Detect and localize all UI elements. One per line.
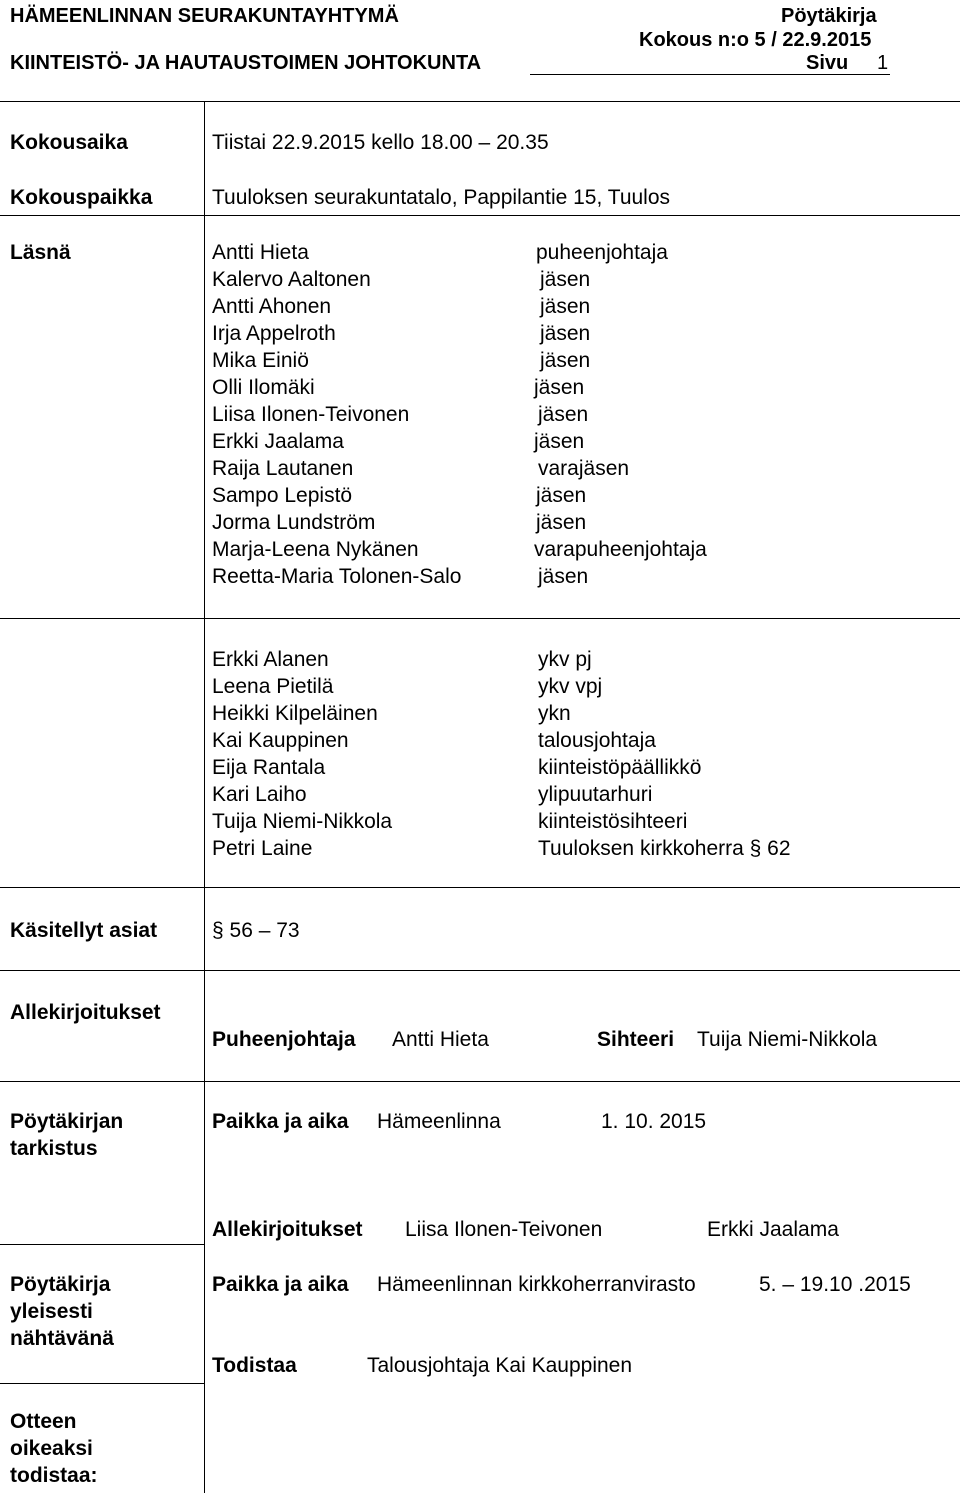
member-name: Liisa Ilonen-Teivonen [212,403,410,426]
other-name: Petri Laine [212,837,313,860]
member-name: Jorma Lundström [212,511,376,534]
other-role: ykn [538,702,571,725]
member-role: jäsen [540,349,591,372]
review-label: Pöytäkirjan [10,1110,124,1133]
chair-label: Puheenjohtaja [212,1028,356,1051]
other-name: Kari Laiho [212,783,307,806]
member-role: jäsen [534,376,585,399]
doc-type: Pöytäkirja [781,5,877,27]
public-place: Hämeenlinnan kirkkoherranvirasto [377,1273,696,1296]
member-role: jäsen [540,268,591,291]
review-signer: Liisa Ilonen-Teivonen [405,1218,603,1241]
member-name: Antti Hieta [212,241,309,264]
member-name: Marja-Leena Nykänen [212,538,419,561]
other-role: ykv pj [538,648,592,671]
excerpt-label: Otteen [10,1410,77,1433]
other-role: kiinteistösihteeri [538,810,688,833]
other-name: Heikki Kilpeläinen [212,702,378,725]
row-divider [0,618,960,619]
meeting-place-label: Kokouspaikka [10,186,153,209]
page-label: Sivu [806,52,849,74]
present-label: Läsnä [10,241,71,264]
public-date: 5. – 19.10 .2015 [759,1273,911,1296]
review-place-label: Paikka ja aika [212,1110,349,1133]
member-role: jäsen [534,430,585,453]
other-role: ykv vpj [538,675,603,698]
member-name: Olli Ilomäki [212,376,315,399]
org-name: HÄMEENLINNAN SEURAKUNTAYHTYMÄ [10,5,399,27]
row-divider [0,1383,204,1384]
member-role: jäsen [540,322,591,345]
review-signer: Erkki Jaalama [707,1218,839,1241]
other-name: Erkki Alanen [212,648,329,671]
member-role: puheenjohtaja [536,241,668,264]
public-label: Pöytäkirja [10,1273,111,1296]
excerpt-label: oikeaksi [10,1437,93,1460]
member-name: Sampo Lepistö [212,484,353,507]
table-column-divider [204,101,205,1493]
excerpt-label: todistaa: [10,1464,98,1487]
meeting-time-label: Kokousaika [10,131,128,154]
meeting-time-value: Tiistai 22.9.2015 kello 18.00 – 20.35 [212,131,549,154]
other-name: Eija Rantala [212,756,326,779]
member-name: Antti Ahonen [212,295,332,318]
row-divider [0,970,960,971]
other-role: talousjohtaja [538,729,656,752]
page-number: 1 [877,52,889,74]
row-divider [0,215,960,216]
member-role: varapuheenjohtaja [534,538,707,561]
meeting-place-value: Tuuloksen seurakuntatalo, Pappilantie 15, Tuulos [212,186,671,209]
certify-label: Todistaa [212,1354,297,1377]
review-signatures-label: Allekirjoitukset [212,1218,363,1241]
secretary-name: Tuija Niemi-Nikkola [697,1028,878,1051]
member-name: Erkki Jaalama [212,430,344,453]
items-label: Käsitellyt asiat [10,919,158,942]
member-role: jäsen [536,511,587,534]
row-divider [0,887,960,888]
member-name: Reetta-Maria Tolonen-Salo [212,565,462,588]
member-role: jäsen [536,484,587,507]
public-place-label: Paikka ja aika [212,1273,349,1296]
member-role: jäsen [538,403,589,426]
other-role: kiinteistöpäällikkö [538,756,702,779]
other-name: Tuija Niemi-Nikkola [212,810,393,833]
items-value: § 56 – 73 [212,919,300,942]
other-name: Kai Kauppinen [212,729,349,752]
member-name: Raija Lautanen [212,457,354,480]
member-name: Kalervo Aaltonen [212,268,371,291]
signatures-label: Allekirjoitukset [10,1001,161,1024]
row-divider [0,1244,204,1245]
review-date: 1. 10. 2015 [601,1110,707,1133]
header-underline [530,74,890,75]
member-role: varajäsen [538,457,630,480]
public-label: yleisesti [10,1300,93,1323]
member-name: Mika Einiö [212,349,309,372]
secretary-label: Sihteeri [597,1028,675,1051]
public-label: nähtävänä [10,1327,114,1350]
review-place: Hämeenlinna [377,1110,501,1133]
other-role: Tuuloksen kirkkoherra § 62 [538,837,791,860]
other-role: ylipuutarhuri [538,783,653,806]
table-top-border [0,101,960,102]
other-name: Leena Pietilä [212,675,334,698]
board-name: KIINTEISTÖ- JA HAUTAUSTOIMEN JOHTOKUNTA [10,52,482,74]
member-role: jäsen [540,295,591,318]
certify-value: Talousjohtaja Kai Kauppinen [367,1354,633,1377]
review-label: tarkistus [10,1137,98,1160]
chair-name: Antti Hieta [392,1028,489,1051]
member-name: Irja Appelroth [212,322,336,345]
member-role: jäsen [538,565,589,588]
row-divider [0,1081,960,1082]
meeting-number: Kokous n:o 5 / 22.9.2015 [639,29,872,51]
